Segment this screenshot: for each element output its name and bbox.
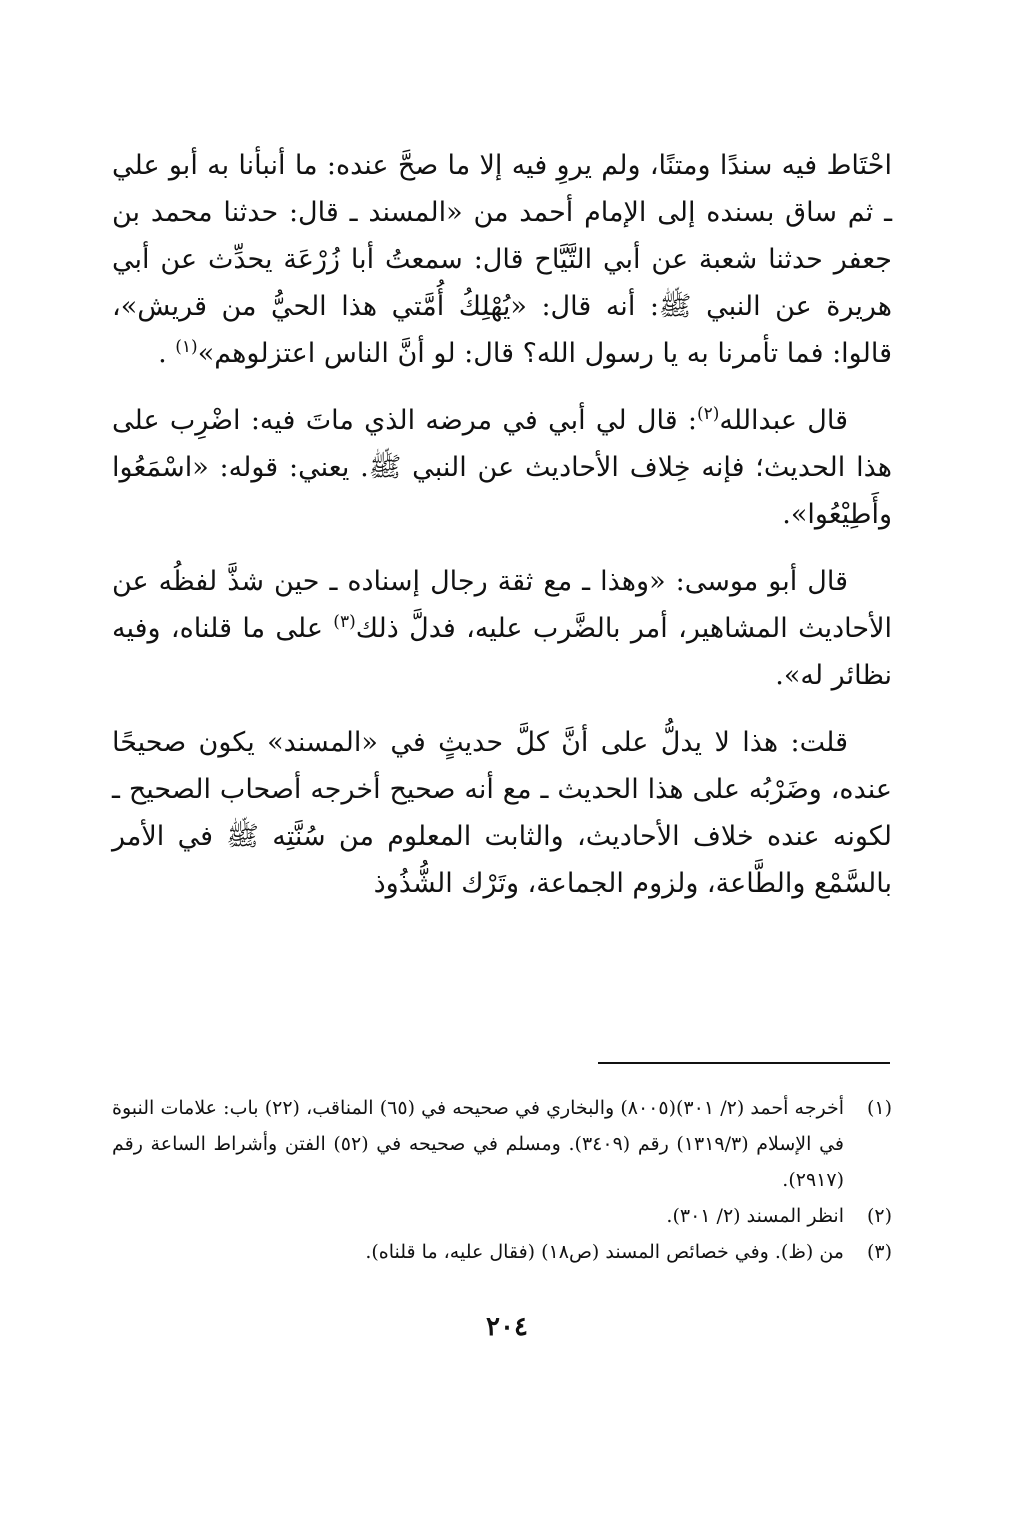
paragraph-2-lead: قال عبدالله: [719, 405, 848, 436]
footnote-2: [112, 1198, 892, 1234]
main-text: [112, 142, 892, 927]
paragraph-1-text: احْتَاط فيه سندًا ومتنًا، ولم يروِ فيه إلا ما صحَّ عنده: ما أنبأنا به أبو علي ـ ثم ساق بسنده إلى الإمام أحمد من «المسند ـ قال: حدثنا محمد بن جعفر حدثنا شعبة عن أبي التَّيَّاح قال: سمعتُ أبا زُرْعَة يحدِّث عن أبي هريرة عن النبي ﷺ: أنه قال: «يُهْلِكُ أُمَّتي هذا الحيُّ من قريش»، قالوا: فما تأمرنا به يا رسول الله؟ قال: لو أنَّ الناس اعتزلوهم»: [112, 150, 892, 369]
paragraph-4: [112, 719, 892, 907]
page-number: ٢٠٤: [486, 1312, 528, 1342]
paragraph-3-end: على ما قلناه، وفيه نظائر له».: [112, 613, 892, 691]
footnote-text: أخرجه أحمد (٢/ ٣٠١)(٨٠٠٥) والبخاري في صحيحه في (٦٥) المناقب، (٢٢) باب: علامات النبوة في الإسلام (١٣١٩/٣) رقم (٣٤٠٩). ومسلم في صحيحه في (٥٢) الفتن وأشراط الساعة رقم (٢٩١٧).: [112, 1097, 844, 1191]
footnote-text: انظر المسند (٢/ ٣٠١).: [666, 1205, 844, 1227]
footnote-number: (٢): [866, 1205, 892, 1227]
footnote-3: [112, 1234, 892, 1270]
footnote-number: (١): [866, 1097, 892, 1119]
footnote-ref-3: (٣): [333, 612, 356, 632]
footnote-separator: [598, 1062, 890, 1064]
footnote-ref-2: (٢): [696, 404, 720, 424]
footnote-number: (٣): [866, 1241, 892, 1263]
paragraph-1: [112, 142, 892, 377]
paragraph-1-end: .: [158, 338, 167, 369]
footnotes: [112, 1090, 892, 1270]
footnote-1: [112, 1090, 892, 1198]
paragraph-2: [112, 397, 892, 538]
footnote-ref-1: (١): [175, 337, 198, 357]
paragraph-2-text: : قال لي أبي في مرضه الذي ماتَ فيه: اضْرِب على هذا الحديث؛ فإنه خِلاف الأحاديث عن النبي ﷺ. يعني: قوله: «اسْمَعُوا وأَطِيْعُوا».: [112, 405, 892, 530]
paragraph-3-text: قال أبو موسى: «وهذا ـ مع ثقة رجال إسناده ـ حين شذَّ لفظُه عن الأحاديث المشاهير، أمر بالضَّرب عليه، فدلَّ ذلك: [112, 566, 892, 644]
paragraph-3: [112, 558, 892, 699]
footnote-text: من (ظ). وفي خصائص المسند (ص١٨) (فقال عليه، ما قلناه).: [365, 1241, 844, 1263]
paragraph-4-text: قلت: هذا لا يدلُّ على أنَّ كلَّ حديثٍ في «المسند» يكون صحيحًا عنده، وضَرْبُه على هذا الحديث ـ مع أنه صحيح أخرجه أصحاب الصحيح ـ لكونه عنده خلاف الأحاديث، والثابت المعلوم من سُنَّتِه ﷺ في الأمر بالسَّمْع والطَّاعة، ولزوم الجماعة، وتَرْك الشُّذُوذ: [112, 727, 892, 899]
